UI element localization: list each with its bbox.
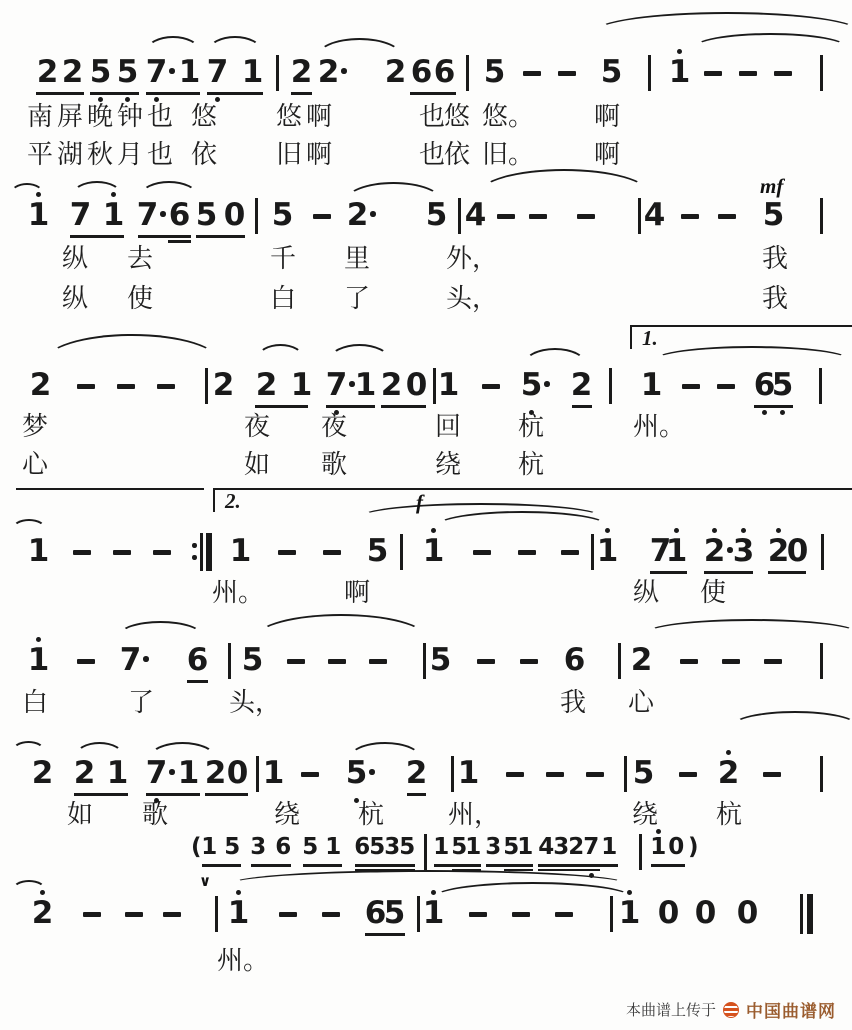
lyric-char: 夜 [320,412,348,441]
lyric-char: 梦 [21,412,49,441]
note-token: 7 [206,54,228,90]
note-token: 3 [732,533,754,569]
lyric-char: 也 [146,140,174,169]
note-token: 5 [399,834,415,860]
dynamic-mf: mf [760,174,784,198]
note-token: 1 [102,197,124,233]
lyric-char: 依 [190,140,218,169]
note-token: 6 [410,54,432,90]
note-token: 5 [520,367,542,403]
note-token: 3 [553,834,569,860]
lyric-char: 依 [443,140,471,169]
note-token: 2 [255,367,277,403]
lyric-char: 我 [761,244,789,273]
note-token: 5 [451,834,467,860]
lyric-char: 州。 [632,412,686,441]
note-token: 0 [657,895,679,931]
note-token: 5 [369,834,385,860]
note-token: 2 [346,197,368,233]
note-token: 2 [212,367,234,403]
note-token: 1 [422,895,444,931]
note-token: 5 [503,834,519,860]
lyric-char: 回 [434,412,462,441]
site-logo-icon [723,1002,739,1018]
note-token: 2 [290,54,312,90]
lyric-char: 杭 [517,450,545,479]
lyric-char: 歌 [320,450,348,479]
note-token: 1 [227,895,249,931]
note-token: 7 [69,197,91,233]
lyric-char: 悠 [443,102,471,131]
lyric-char: 湖 [56,140,84,169]
note-token: 5 [383,895,405,931]
lyric-char: 悠。 [481,102,535,131]
lyric-char: 州。 [211,578,265,607]
lyric-char: 千 [269,244,297,273]
note-token: 0 [226,755,248,791]
lyric-char: 头， [228,688,282,717]
note-token: 0 [786,533,808,569]
note-token: 2 [384,54,406,90]
duration-dash [163,912,181,917]
lyric-char: 也 [146,102,174,131]
note-token: 6 [364,895,386,931]
note-token: 2 [317,54,339,90]
note-token: 5 [771,367,793,403]
note-token: 5 [429,642,451,678]
note-token: 6 [168,197,190,233]
final-barline-thick [807,894,813,934]
note-token: 6 [563,642,585,678]
lyric-char: 如 [243,450,271,479]
note-token: 2 [380,367,402,403]
note-token: 5 [483,54,505,90]
lyric-char: 屏 [56,102,84,131]
lyric-char: 旧 [275,140,303,169]
note-token: 2 [570,367,592,403]
lyric-char: 旧。 [481,140,535,169]
note-token: 5 [195,197,217,233]
lyric-char: 杭 [357,800,385,829]
lyric-char: 心 [21,450,49,479]
lyric-char: 啊 [593,140,621,169]
lyric-char: 如 [66,800,94,829]
note-token: 2 [29,367,51,403]
lyric-char: 使 [699,578,727,607]
note-token: 4 [538,834,554,860]
lyric-char: 啊 [305,102,333,131]
duration-dash [83,912,101,917]
note-token: 6 [275,834,291,860]
note-token: 1 [650,834,666,860]
note-token: 1 [27,197,49,233]
lyric-char: 平 [26,140,54,169]
note-token: 1 [640,367,662,403]
lyric-char: 杭 [715,800,743,829]
lyric-char: 使 [126,284,154,313]
lyric-char: 月 [116,140,144,169]
note-token: 1 [177,755,199,791]
note-token: 1 [241,54,263,90]
note-token: 6 [186,642,208,678]
note-token: 7 [649,533,671,569]
volta-label: 2. [225,489,241,513]
slur-tie [432,882,633,914]
note-token: 3 [485,834,501,860]
note-token: 4 [464,197,486,233]
uploader-label: 本曲谱上传于 [625,1002,716,1019]
lyric-char: 啊 [593,102,621,131]
note-token: 1 [262,755,284,791]
note-token: 5 [241,642,263,678]
lyric-char: 歌 [141,800,169,829]
note-token: 7 [145,755,167,791]
note-token: 3 [384,834,400,860]
note-token: 1 [665,533,687,569]
note-token: 5 [271,197,293,233]
lyric-char: 白 [21,688,49,717]
note-token: 5 [366,533,388,569]
note-token: 2 [703,533,725,569]
note-token: 5 [224,834,240,860]
note-token: 0 [694,895,716,931]
lyric-char: 钟 [116,102,144,131]
note-token: 0 [736,895,758,931]
note-token: 2 [73,755,95,791]
note-token: 0 [668,834,684,860]
note-token: 2 [36,54,58,90]
note-token: 5 [345,755,367,791]
note-token: 1 [618,895,640,931]
note-token: 5 [116,54,138,90]
note-token: 7 [145,54,167,90]
note-token: 1 [325,834,341,860]
lyric-char: 啊 [343,578,371,607]
lyric-char: 纵 [61,244,89,273]
note-token: 1 [229,533,251,569]
note-token: 1 [106,755,128,791]
duration-dash [469,912,487,917]
note-token: 7 [583,834,599,860]
note-token: 1 [422,533,444,569]
note-token: 7 [136,197,158,233]
lyric-char: 晚 [86,102,114,131]
note-token: 1 [201,834,217,860]
note-token: 5 [762,197,784,233]
lyric-char: 了 [127,688,155,717]
note-token: 1 [465,834,481,860]
site-name: 中国曲谱网 [746,1002,836,1021]
note-token: 3 [250,834,266,860]
lyric-char: 夜 [243,412,271,441]
note-token: 1 [433,834,449,860]
lyric-char: 外， [445,244,499,273]
note-token: 1 [290,367,312,403]
duration-dash [279,912,297,917]
note-token: 1 [457,755,479,791]
lyric-char: 去 [126,244,154,273]
lyric-char: 我 [559,688,587,717]
volta-label: 1. [642,326,658,350]
note-token: 1 [354,367,376,403]
dynamic-f: f [416,490,423,514]
note-token: 1 [437,367,459,403]
note-token: 1 [668,54,690,90]
note-token: 5 [89,54,111,90]
note-token: 2 [767,533,789,569]
note-token: 2 [31,755,53,791]
lyric-char: 州。 [216,946,270,975]
duration-dash [125,912,143,917]
lyric-char: 绕 [273,800,301,829]
lyric-char: 南 [26,102,54,131]
lyric-char: 秋 [86,140,114,169]
lyric-char: 州， [447,800,501,829]
lyric-char: 也 [418,102,446,131]
final-barline-thin [800,894,803,934]
lyric-char: 啊 [305,140,333,169]
note-token: 5 [302,834,318,860]
beam [365,933,405,936]
note-token: 6 [433,54,455,90]
note-token: 1 [178,54,200,90]
note-token: 0 [405,367,427,403]
note-token: 5 [600,54,622,90]
lyric-char: 绕 [434,450,462,479]
lyric-char: 我 [761,284,789,313]
barline [417,896,420,932]
note-token: 2 [61,54,83,90]
note-token: 1 [601,834,617,860]
note-token: 0 [223,197,245,233]
note-token: 2 [405,755,427,791]
duration-dash [322,912,340,917]
slur-tie [12,880,46,900]
lyric-char: 心 [627,688,655,717]
note-token: 4 [643,197,665,233]
lyric-char: 里 [343,244,371,273]
note-token: 2 [204,755,226,791]
note-token: ) [687,834,699,860]
barline [215,896,218,932]
lyric-char: 纵 [632,578,660,607]
lyric-char: 悠 [275,102,303,131]
lyric-char: 也 [418,140,446,169]
note-token: 1 [27,533,49,569]
note-token: 1 [27,642,49,678]
note-token: 6 [753,367,775,403]
octave-dot-high [236,890,241,895]
lyric-char: 悠 [190,102,218,131]
lyric-char: 了 [343,284,371,313]
note-token: 6 [354,834,370,860]
note-token: 1 [517,834,533,860]
lyric-char: 绕 [631,800,659,829]
note-token: 2 [630,642,652,678]
note-token: ( [190,834,202,860]
breath-mark: ∨ [199,872,212,890]
lyric-char: 杭 [517,412,545,441]
note-token: 2 [31,895,53,931]
note-token: 7 [119,642,141,678]
note-token: 2 [717,755,739,791]
note-token: 5 [425,197,447,233]
note-token: 5 [632,755,654,791]
note-token: 2 [568,834,584,860]
note-token: 1 [596,533,618,569]
note-token: 7 [325,367,347,403]
lyric-char: 纵 [61,284,89,313]
lyric-char: 白 [269,284,297,313]
footer-watermark [626,997,836,1022]
lyric-char: 头， [445,284,499,313]
